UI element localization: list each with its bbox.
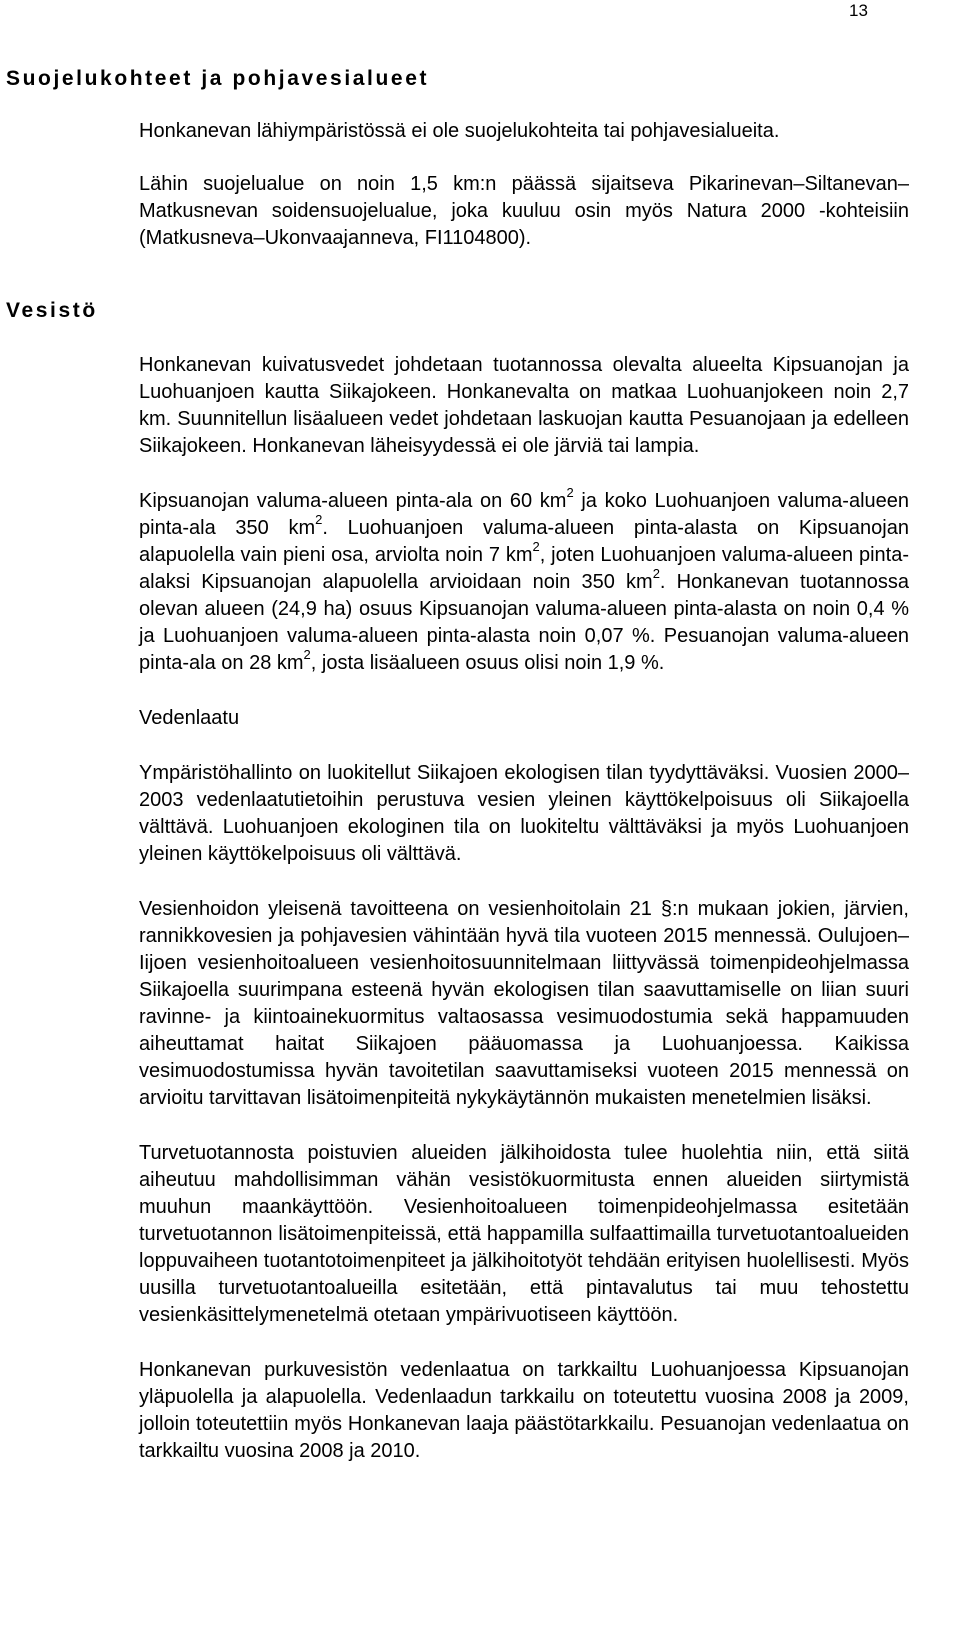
section-heading-protection: Suojelukohteet ja pohjavesialueet <box>6 67 430 90</box>
paragraph-catchment <box>139 485 910 677</box>
superscript: 2 <box>315 512 323 528</box>
section-heading-waters: Vesistö <box>6 299 98 322</box>
paragraph: Vesienhoidon yleisenä tavoitteena on vesienhoitolain 21 §:n mukaan jokien, järvien, rannikkovesien ja pohjavesien vähintään hyvä tila vuoteen 2015 mennessä. Oulujoen–Iijoen vesienhoitoalueen vesienhoitosuunnitelmaan liittyvässä toimenpideohjelmassa Siikajoella suurimpana esteenä hyvän ekologisen tilan saavuttamiselle on liian suuri ravinne- ja kiintoainekuormitus valtaosassa vesimuodostumia sekä happamuuden aiheuttamat haitat Siikajoen pääuomassa ja Luohuanjoessa. Kaikissa vesimuodostumissa hyvän tavoitetilan saavuttamiseksi vuoteen 2015 mennessä on arvioitu tarvittavan lisätoimenpiteitä nykykäytännön mukaisten menetelmien lisäksi. <box>139 898 909 1109</box>
text-run: . Honkanevan tuotannossa olevan alueen (24,9 ha) osuus Kipsuanojan valuma-alueen pinta-alasta on noin 0,4 % ja Luohuanjoen valuma-alueen pinta-alasta noin 0,07 %. Pesuanojan valuma-alueen pinta-ala on 28 km <box>139 571 909 674</box>
paragraph: Turvetuotannosta poistuvien alueiden jälkihoidosta tulee huolehtia niin, että siitä aiheutuu mahdollisimman vähän vesistökuormitusta ennen alueiden siirtymistä muuhun maankäyttöön. Vesienhoitoalueen toimenpideohjelmassa esitetään turvetuotannon lisätoimenpiteissä, että happamilla sulfaattimailla turvetuotantoalueiden loppuvaiheen tuotantotoimenpiteet ja jälkihoitotyöt tehdään erityisen huolellisesti. Myös uusilla turvetuotantoalueilla esitetään, että pintavalutus tai muu tehostettu vesienkäsittelymenetelmä otetaan ympärivuotiseen käyttöön. <box>139 1142 909 1326</box>
page-number: 13 <box>849 1 868 20</box>
superscript: 2 <box>303 647 311 663</box>
paragraph: Lähin suojelualue on noin 1,5 km:n päässä sijaitseva Pikarinevan–Siltanevan–Matkusnevan soidensuojelualue, joka kuuluu osin myös Natura 2000 -kohteisiin (Matkusneva–Ukonvaajanneva, FI1104800). <box>139 173 909 249</box>
text-run: . Luohuanjoen valuma-alueen pinta-alasta on Kipsuanojan alapuolella vain pieni osa, arviolta noin 7 km <box>139 517 909 566</box>
text-run: , josta lisäalueen osuus olisi noin 1,9 %. <box>310 652 665 674</box>
paragraph: Ympäristöhallinto on luokitellut Siikajoen ekologisen tilan tyydyttäväksi. Vuosien 2000–2003 vedenlaatutietoihin perustuva vesien yleinen käyttökelpoisuus oli Siikajoella välttävä. Luohuanjoen ekologinen tila on luokiteltu välttäväksi ja myös Luohuanjoen yleinen käyttökelpoisuus oli välttävä. <box>139 762 909 865</box>
paragraph: Honkanevan kuivatusvedet johdetaan tuotannossa olevalta alueelta Kipsuanojan ja Luohuanjoen kautta Siikajokeen. Honkanevalta on matkaa Luohuanjokeen noin 2,7 km. Suunnitellun lisäalueen vedet johdetaan laskuojan kautta Pesuanojaan ja edelleen Siikajokeen. Honkanevan läheisyydessä ei ole järviä tai lampia. <box>139 354 909 457</box>
paragraph: Honkanevan purkuvesistön vedenlaatua on tarkkailtu Luohuanjoessa Kipsuanojan yläpuolella ja alapuolella. Vedenlaadun tarkkailu on toteutettu vuosina 2008 ja 2009, jolloin toteutettiin myös Honkanevan laaja päästötarkkailu. Pesuanojan vedenlaatua on tarkkailtu vuosina 2008 ja 2010. <box>139 1359 909 1462</box>
superscript: 2 <box>566 485 574 501</box>
superscript: 2 <box>652 566 660 582</box>
text-run: ja koko Luohuanjoen valuma-alueen pinta-ala 350 km <box>139 490 910 539</box>
text-run: , joten Luohuanjoen valuma-alueen pinta-alaksi Kipsuanojan alapuolella arvioidaan noin 350 km <box>139 544 910 593</box>
text-run: Kipsuanojan valuma-alueen pinta-ala on 60 km <box>139 490 567 512</box>
superscript: 2 <box>532 539 540 555</box>
subheading-water-quality: Vedenlaatu <box>139 707 240 729</box>
section-body-protection <box>139 118 909 252</box>
section-body-waters <box>139 352 909 1465</box>
paragraph: Honkanevan lähiympäristössä ei ole suojelukohteita tai pohjavesialueita. <box>139 120 780 142</box>
